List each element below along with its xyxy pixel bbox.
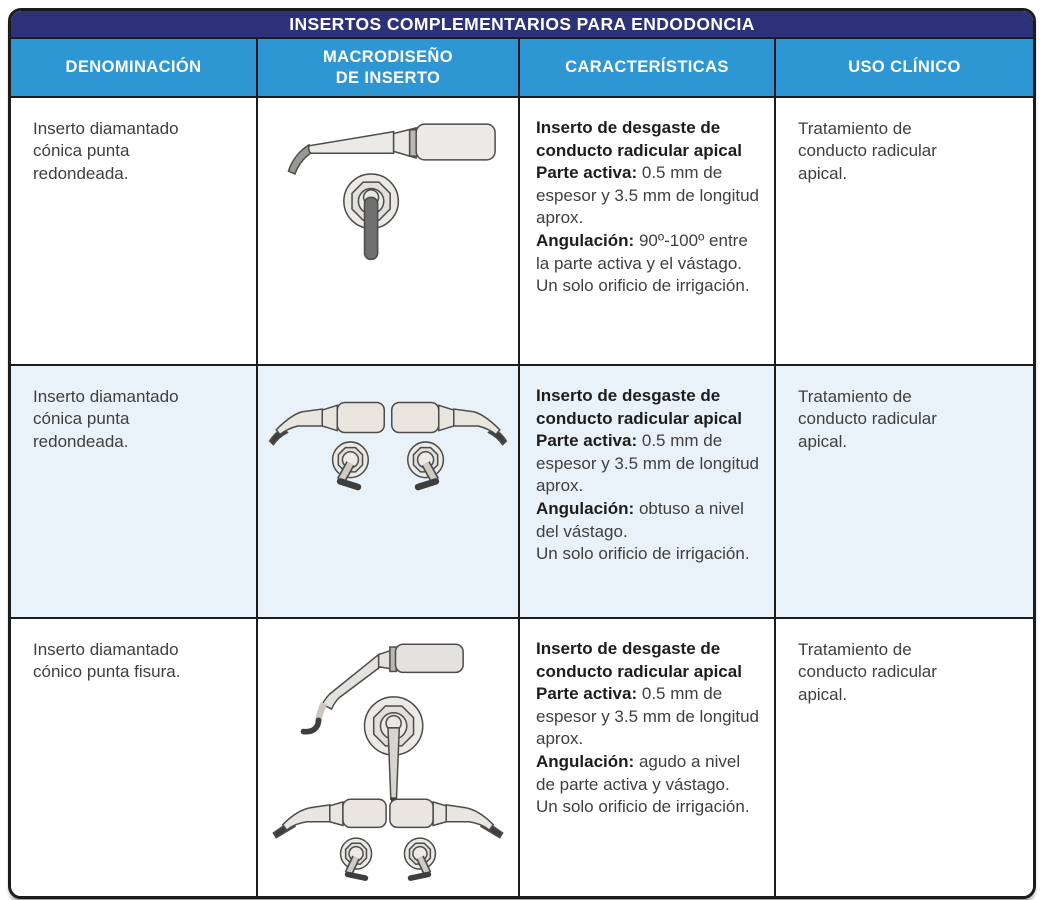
caracteristica-parte-activa: Parte activa: 0.5 mm de espesor y 3.5 mm de longitud aprox. — [536, 163, 760, 228]
column-header-denominacion: DENOMINACIÓN — [11, 39, 258, 96]
caracteristica-angulacion: Angulación: 90º-100º entre la parte activa y el vástago. — [536, 231, 748, 273]
denominacion-cell — [11, 619, 258, 896]
uso-clinico-text: Tratamiento de conducto radicular apical. — [798, 387, 937, 451]
macrodiseno-cell — [258, 98, 520, 364]
caracteristica-parte-activa: Parte activa: 0.5 mm de espesor y 3.5 mm de longitud aprox. — [536, 431, 760, 496]
uso-clinico-text: Tratamiento de conducto radicular apical. — [798, 640, 937, 704]
table-header-row — [11, 39, 1033, 98]
caracteristica-parte-activa: Parte activa: 0.5 mm de espesor y 3.5 mm de longitud aprox. — [536, 684, 760, 749]
table-title: INSERTOS COMPLEMENTARIOS PARA ENDODONCIA — [11, 11, 1033, 39]
caracteristica-titulo: Inserto de desgaste de conducto radicular apical — [536, 386, 742, 428]
table-row — [11, 366, 1033, 619]
endodontic-inserts-table — [8, 8, 1036, 899]
caracteristicas-cell — [520, 619, 776, 896]
uso-clinico-text: Tratamiento de conducto radicular apical. — [798, 119, 937, 183]
column-header-uso-clinico: USO CLÍNICO — [848, 58, 961, 77]
table-row — [11, 619, 1033, 896]
denominacion-text: Inserto diamantado cónica punta redondeada. — [33, 119, 179, 183]
denominacion-text: Inserto diamantado cónica punta redondeada. — [33, 387, 179, 451]
caracteristica-nota: Un solo orificio de irrigación. — [536, 544, 750, 564]
uso-clinico-cell — [776, 619, 1033, 896]
angled-insert-and-pair-illustration-icon — [264, 632, 512, 888]
column-header-caracteristicas: CARACTERÍSTICAS — [520, 39, 776, 96]
column-header-macrodiseno: MACRODISEÑO DE INSERTO — [258, 39, 520, 96]
uso-clinico-cell — [776, 98, 1033, 364]
macrodiseno-cell — [258, 619, 520, 896]
caracteristicas-cell — [520, 98, 776, 364]
insert-side-and-front-view-illustration-icon — [264, 111, 512, 289]
caracteristica-nota: Un solo orificio de irrigación. — [536, 797, 750, 817]
caracteristica-titulo: Inserto de desgaste de conducto radicular apical — [536, 639, 742, 681]
table-row — [11, 98, 1033, 366]
caracteristica-titulo: Inserto de desgaste de conducto radicular apical — [536, 118, 742, 160]
uso-clinico-cell — [776, 366, 1033, 617]
caracteristica-angulacion: Angulación: agudo a nivel de parte activa y vástago. — [536, 752, 741, 794]
mirrored-insert-pair-illustration-icon — [264, 379, 512, 497]
caracteristica-nota: Un solo orificio de irrigación. — [536, 276, 750, 296]
caracteristicas-cell — [520, 366, 776, 617]
denominacion-cell — [11, 366, 258, 617]
caracteristica-angulacion: Angulación: obtuso a nivel del vástago. — [536, 499, 744, 541]
macrodiseno-cell — [258, 366, 520, 617]
denominacion-text: Inserto diamantado cónico punta fisura. — [33, 640, 181, 682]
denominacion-cell — [11, 98, 258, 364]
